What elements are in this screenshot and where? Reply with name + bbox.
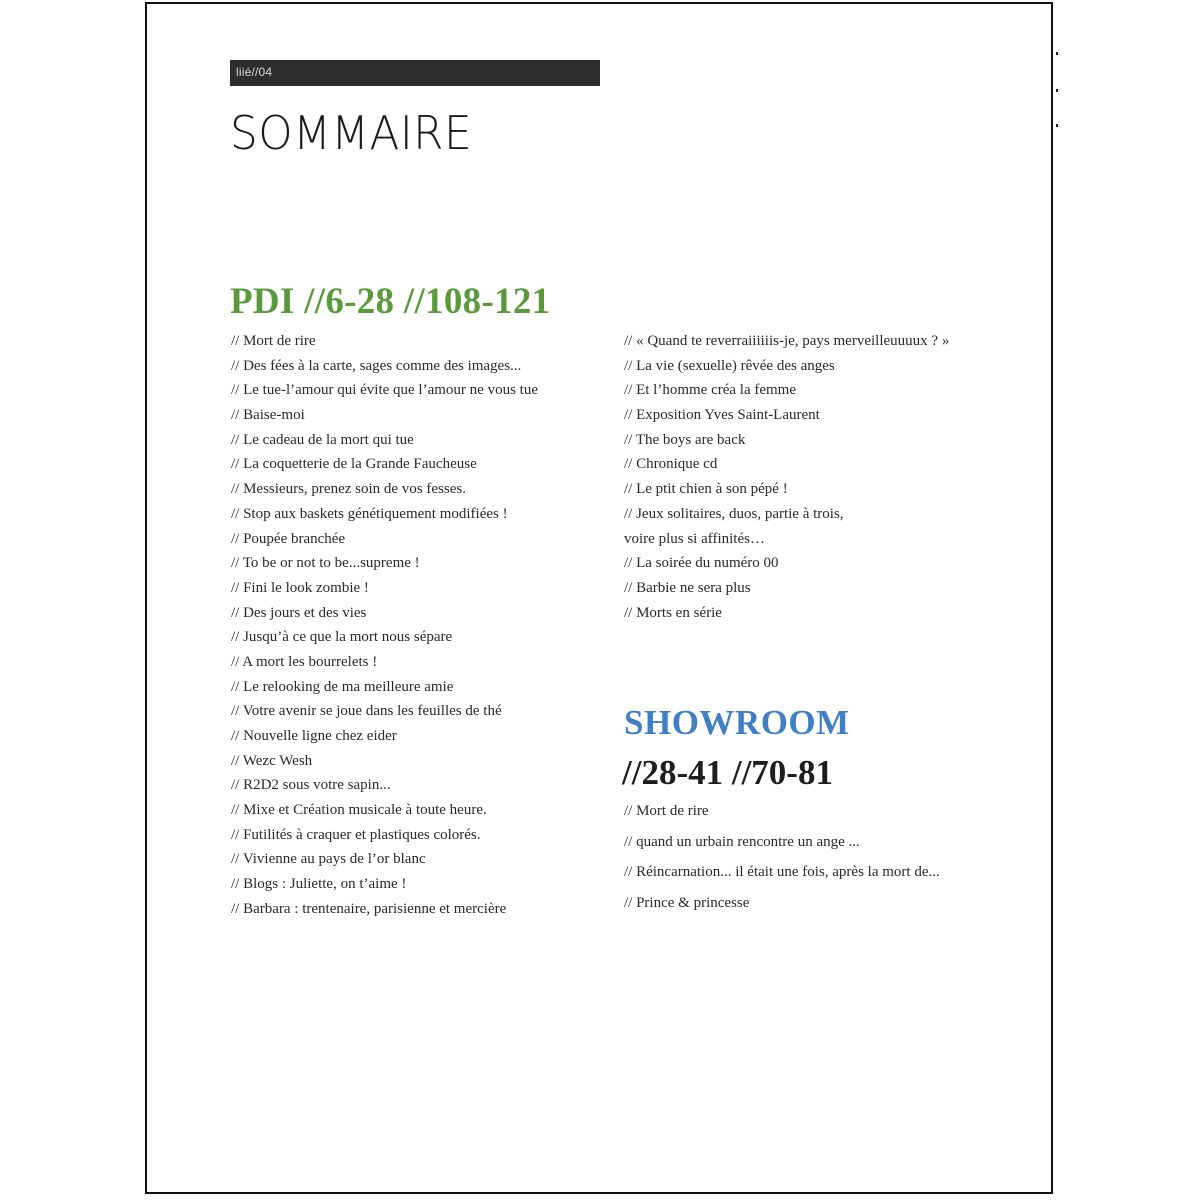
- list-item: // Fini le look zombie !: [231, 579, 369, 596]
- showroom-list: [624, 798, 940, 920]
- list-item: // La soirée du numéro 00: [624, 555, 779, 572]
- list-item: voire plus si affinités…: [624, 530, 765, 547]
- list-item: // Nouvelle ligne chez eider: [231, 728, 397, 744]
- showroom-section-title: SHOWROOM: [624, 703, 850, 742]
- pdi-section-heading: PDI //6-28 //108-121: [230, 281, 551, 322]
- issue-label: liié//04: [236, 65, 273, 79]
- list-item: // Exposition Yves Saint-Laurent: [624, 407, 820, 424]
- list-item: // Des jours et des vies: [231, 604, 367, 621]
- list-item: // Wezc Wesh: [231, 752, 313, 769]
- list-item: // Le tue-l’amour qui évite que l’amour ne vous tue: [231, 382, 538, 399]
- list-item: // Barbara : trentenaire, parisienne et mercière: [231, 900, 507, 917]
- list-item: // Blogs : Juliette, on t’aime !: [231, 876, 407, 893]
- list-item: // The boys are back: [624, 431, 746, 448]
- pdi-list-right: [624, 329, 949, 625]
- pdi-list-left: [231, 329, 538, 922]
- list-item: // « Quand te reverraiiiiiis-je, pays merveilleuuuux ? »: [624, 333, 950, 349]
- list-item: // Et l’homme créa la femme: [624, 382, 797, 399]
- issue-header-bar: [230, 60, 600, 86]
- list-item: // Barbie ne sera plus: [624, 579, 751, 596]
- list-item: // Mort de rire: [624, 803, 709, 819]
- list-item: // Le ptit chien à son pépé !: [624, 481, 788, 498]
- list-item: // La vie (sexuelle) rêvée des anges: [624, 357, 835, 374]
- list-item: // Votre avenir se joue dans les feuilles de thé: [231, 703, 502, 720]
- list-item: // Jeux solitaires, duos, partie à trois,: [624, 505, 844, 522]
- list-item: // R2D2 sous votre sapin...: [231, 777, 391, 794]
- list-item: // Jusqu’à ce que la mort nous sépare: [231, 629, 453, 646]
- list-item: // Poupée branchée: [231, 530, 346, 547]
- list-item: // Morts en série: [624, 604, 722, 621]
- list-item: // Le cadeau de la mort qui tue: [231, 431, 414, 448]
- list-item: // Stop aux baskets génétiquement modifiées !: [231, 505, 508, 522]
- list-item: // Vivienne au pays de l’or blanc: [231, 851, 426, 868]
- showroom-page-numbers: //28-41 //70-81: [622, 753, 833, 792]
- edge-mark: [1056, 52, 1058, 55]
- list-item: // Mort de rire: [231, 333, 316, 349]
- list-item: // quand un urbain rencontre un ange ...: [624, 833, 860, 850]
- list-item: // Le relooking de ma meilleure amie: [231, 678, 454, 695]
- list-item: // A mort les bourrelets !: [231, 653, 378, 670]
- edge-mark: [1056, 124, 1058, 127]
- list-item: // Mixe et Création musicale à toute heure.: [231, 802, 487, 819]
- edge-mark: [1056, 89, 1058, 92]
- list-item: // Messieurs, prenez soin de vos fesses.: [231, 481, 466, 498]
- list-item: // Chronique cd: [624, 456, 718, 473]
- list-item: // Baise-moi: [231, 407, 305, 424]
- list-item: // Des fées à la carte, sages comme des images...: [231, 357, 522, 374]
- list-item: // La coquetterie de la Grande Faucheuse: [231, 456, 477, 473]
- list-item: // Réincarnation... il était une fois, après la mort de...: [624, 864, 940, 880]
- list-item: // Futilités à craquer et plastiques colorés.: [231, 826, 481, 843]
- list-item: // To be or not to be...supreme !: [231, 555, 420, 572]
- list-item: // Prince & princesse: [624, 894, 750, 911]
- page-title: SOMMAIRE: [230, 106, 473, 160]
